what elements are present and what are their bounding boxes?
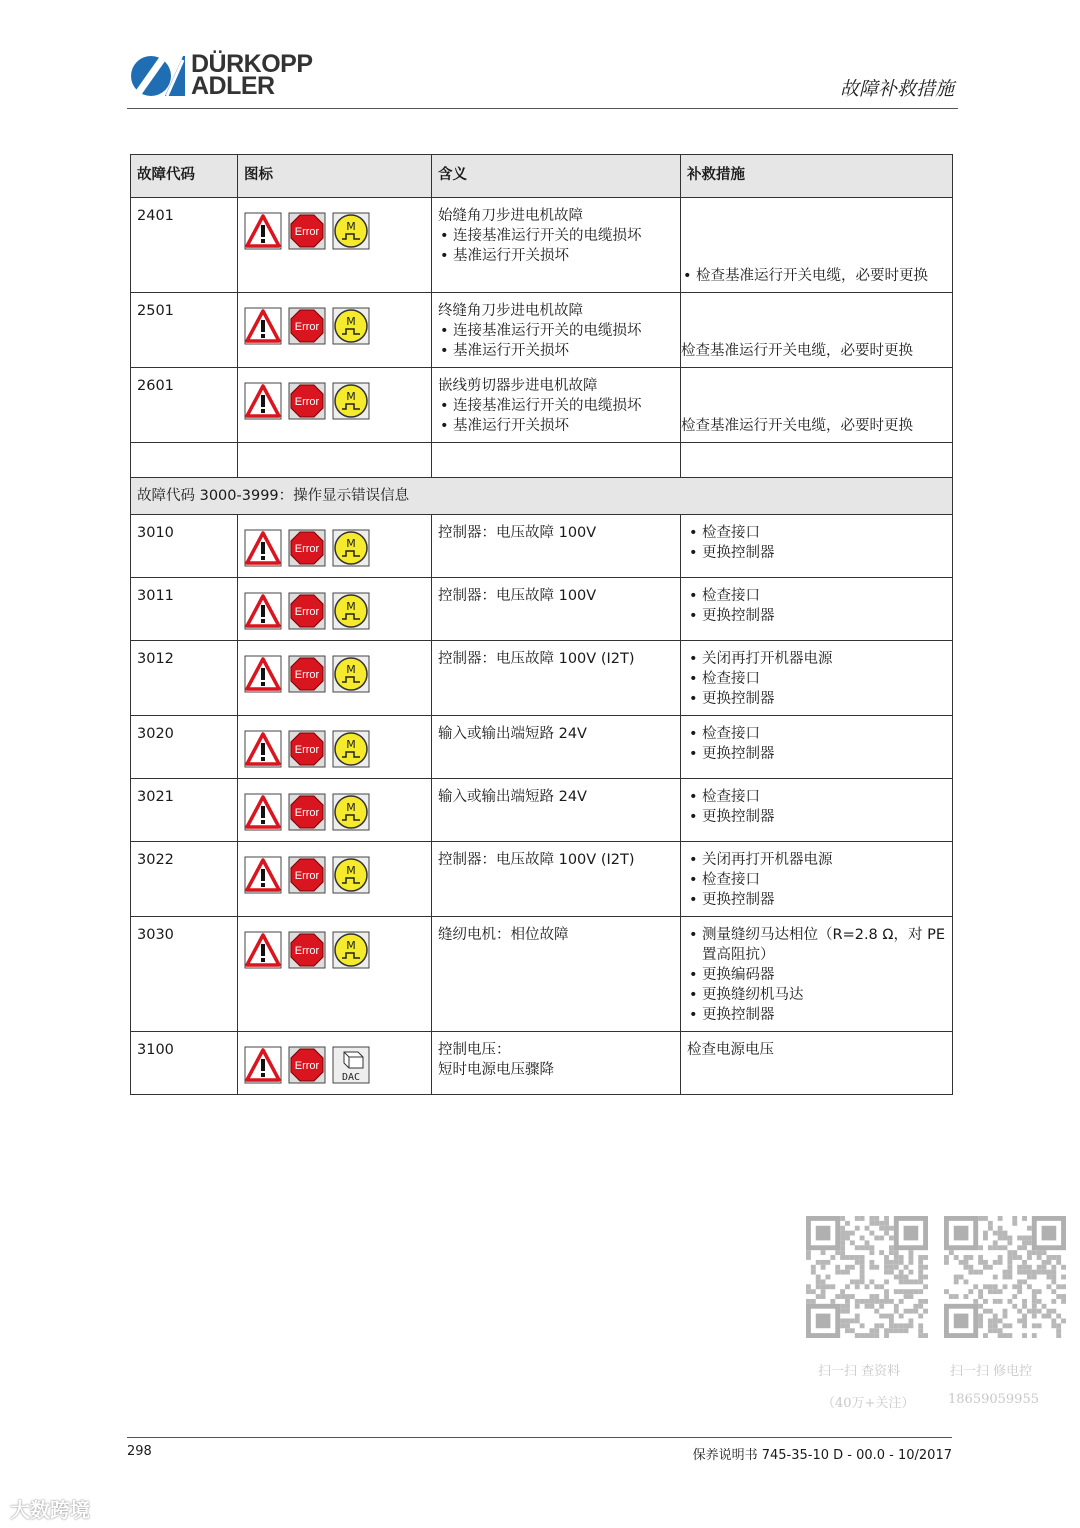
col-header-meaning: 含义 xyxy=(432,155,681,198)
fault-table xyxy=(130,154,953,1095)
warning-icon xyxy=(244,793,282,831)
motor-icon-label: M xyxy=(346,663,356,676)
motor-icon-label: M xyxy=(346,315,356,328)
meaning-cell xyxy=(432,198,681,293)
bullet-item: • 更换控制器 xyxy=(687,543,946,563)
bullet-item: • 更换控制器 xyxy=(687,1005,946,1025)
icon-group xyxy=(244,724,425,768)
error-stop-icon xyxy=(288,212,326,250)
bullet-item: • 连接基准运行开关的电缆损坏 xyxy=(438,396,674,416)
icons-cell xyxy=(238,1032,432,1095)
remedy-cell xyxy=(681,578,953,641)
remedy-cell xyxy=(681,917,953,1032)
col-header-icons: 图标 xyxy=(238,155,432,198)
empty-cell xyxy=(131,443,238,478)
fault-code: 3012 xyxy=(131,641,238,716)
bullet-item: • 连接基准运行开关的电缆损坏 xyxy=(438,226,674,246)
remedy-cell xyxy=(681,641,953,716)
error-icon-label: Error xyxy=(294,1060,320,1072)
icons-cell xyxy=(238,716,432,779)
document-reference: 保养说明书 745-35-10 D - 00.0 - 10/2017 xyxy=(692,1448,952,1463)
fault-code: 3030 xyxy=(131,917,238,1032)
bullet-item: • 检查接口 xyxy=(687,586,946,606)
icons-cell xyxy=(238,641,432,716)
icon-group xyxy=(244,523,425,567)
remedy-bottom xyxy=(681,416,946,436)
section-title: 故障代码 3000-3999：操作显示错误信息 xyxy=(131,478,953,515)
table-header-row xyxy=(131,155,953,198)
meaning-bullets xyxy=(438,321,674,361)
error-stop-icon xyxy=(288,592,326,630)
meaning-bullets xyxy=(438,396,674,436)
fault-code: 2501 xyxy=(131,293,238,368)
fault-code: 3100 xyxy=(131,1032,238,1095)
table-row xyxy=(131,198,953,293)
bullet-item: • 更换控制器 xyxy=(687,890,946,910)
error-icon-label: Error xyxy=(294,396,320,408)
fault-code: 2401 xyxy=(131,198,238,293)
meaning-cell: 控制器：电压故障 100V (I2T) xyxy=(432,842,681,917)
bullet-item: • 基准运行开关损坏 xyxy=(438,341,674,361)
bullet-item: • 测量缝纫马达相位（R=2.8 Ω，对 PE 置高阻抗） xyxy=(687,925,946,965)
error-icon-label: Error xyxy=(294,807,320,819)
remedy-bullets xyxy=(687,925,946,1025)
remedy-cell xyxy=(681,842,953,917)
table-row xyxy=(131,368,953,443)
icon-group xyxy=(244,787,425,831)
table-row xyxy=(131,779,953,842)
meaning-title: 终缝角刀步进电机故障 xyxy=(438,303,583,319)
remedy-bullets xyxy=(687,649,946,709)
watermark xyxy=(10,1494,90,1523)
motor-icon-label: M xyxy=(346,738,356,751)
table-row xyxy=(131,578,953,641)
meaning-cell: 输入或输出端短路 24V xyxy=(432,716,681,779)
dac-icon xyxy=(332,1046,370,1084)
remedy-bullets xyxy=(687,586,946,626)
warning-icon xyxy=(244,730,282,768)
icons-cell xyxy=(238,917,432,1032)
motor-icon xyxy=(332,212,370,250)
motor-icon-label: M xyxy=(346,537,356,550)
remedy-bullets xyxy=(687,850,946,910)
bullet-item: • 检查接口 xyxy=(687,787,946,807)
motor-icon-label: M xyxy=(346,939,356,952)
meaning-bullets xyxy=(438,226,674,266)
icon-group xyxy=(244,206,425,250)
page-footer xyxy=(127,1437,952,1463)
error-icon-label: Error xyxy=(294,669,320,681)
error-stop-icon xyxy=(288,655,326,693)
motor-icon-label: M xyxy=(346,220,356,233)
motor-icon-label: M xyxy=(346,801,356,814)
fault-code: 3020 xyxy=(131,716,238,779)
bullet-item: • 更换控制器 xyxy=(687,807,946,827)
warning-icon xyxy=(244,307,282,345)
remedy-cell xyxy=(681,716,953,779)
meaning-title: 嵌线剪切器步进电机故障 xyxy=(438,378,598,394)
col-header-remedy: 补救措施 xyxy=(681,155,953,198)
bullet-item: • 检查接口 xyxy=(687,523,946,543)
motor-icon xyxy=(332,592,370,630)
remedy-cell xyxy=(681,368,953,443)
fault-code: 3010 xyxy=(131,515,238,578)
warning-icon xyxy=(244,1046,282,1084)
meaning-cell xyxy=(432,293,681,368)
icon-group xyxy=(244,301,425,345)
motor-icon xyxy=(332,307,370,345)
meaning-cell: 控制器：电压故障 100V xyxy=(432,578,681,641)
remedy-cell xyxy=(681,198,953,293)
icons-cell xyxy=(238,779,432,842)
brand-line1: DÜRKOPP xyxy=(191,50,313,78)
table-row xyxy=(131,641,953,716)
remedy-cell xyxy=(681,779,953,842)
remedy-bottom xyxy=(681,341,946,361)
warning-icon xyxy=(244,931,282,969)
meaning-cell: 控制器：电压故障 100V (I2T) xyxy=(432,641,681,716)
watermark-text: 大数跨境 xyxy=(10,1498,90,1522)
remedy-bottom xyxy=(681,266,946,286)
motor-icon xyxy=(332,856,370,894)
motor-icon xyxy=(332,529,370,567)
empty-cell xyxy=(432,443,681,478)
bullet-item: • 检查接口 xyxy=(687,724,946,744)
dac-icon-label: DAC xyxy=(341,1072,361,1083)
qr-caption-2b: 18659059955 xyxy=(948,1392,1039,1407)
error-icon-label: Error xyxy=(294,321,320,333)
meaning-line: 控制电压： xyxy=(438,1042,511,1058)
bullet-item: • 检查基准运行开关电缆，必要时更换 xyxy=(681,266,946,286)
error-stop-icon xyxy=(288,730,326,768)
motor-icon-label: M xyxy=(346,600,356,613)
meaning-line: 短时电源电压骤降 xyxy=(438,1062,554,1078)
meaning-cell: 控制器：电压故障 100V xyxy=(432,515,681,578)
motor-icon xyxy=(332,730,370,768)
remedy-bullets xyxy=(687,724,946,764)
page-number: 298 xyxy=(127,1444,152,1459)
table-row xyxy=(131,842,953,917)
icon-group xyxy=(244,850,425,894)
empty-row xyxy=(131,443,953,478)
bullet-item: • 关闭再打开机器电源 xyxy=(687,649,946,669)
icons-cell xyxy=(238,842,432,917)
icons-cell xyxy=(238,293,432,368)
qr-caption-1: 扫一扫 查资料 xyxy=(818,1364,901,1379)
error-icon-label: Error xyxy=(294,744,320,756)
table-row xyxy=(131,716,953,779)
remedy-bullets xyxy=(687,523,946,563)
error-icon-label: Error xyxy=(294,606,320,618)
bullet-item: • 更换编码器 xyxy=(687,965,946,985)
error-stop-icon xyxy=(288,382,326,420)
icons-cell xyxy=(238,578,432,641)
remedy-cell xyxy=(681,515,953,578)
icon-group xyxy=(244,586,425,630)
meaning-cell: 缝纫电机：相位故障 xyxy=(432,917,681,1032)
section-header-row xyxy=(131,478,953,515)
remedy-bullets xyxy=(681,266,946,286)
warning-icon xyxy=(244,212,282,250)
page-header xyxy=(127,50,958,109)
brand-line2: ADLER xyxy=(191,72,275,100)
error-stop-icon xyxy=(288,307,326,345)
error-icon-label: Error xyxy=(294,543,320,555)
meaning-cell xyxy=(432,1032,681,1095)
bullet-item: • 更换控制器 xyxy=(687,744,946,764)
fault-code: 3011 xyxy=(131,578,238,641)
error-icon-label: Error xyxy=(294,870,320,882)
bullet-item: • 关闭再打开机器电源 xyxy=(687,850,946,870)
error-icon-label: Error xyxy=(294,945,320,957)
remedy-cell: 检查电源电压 xyxy=(681,1032,953,1095)
remedy-cell xyxy=(681,293,953,368)
bullet-item: • 基准运行开关损坏 xyxy=(438,416,674,436)
page-title: 故障补救措施 xyxy=(839,78,954,100)
empty-cell xyxy=(681,443,953,478)
table-row xyxy=(131,293,953,368)
icon-group xyxy=(244,925,425,969)
bullet-item: • 基准运行开关损坏 xyxy=(438,246,674,266)
bullet-item: • 更换控制器 xyxy=(687,606,946,626)
motor-icon-label: M xyxy=(346,390,356,403)
meaning-cell xyxy=(432,368,681,443)
error-icon-label: Error xyxy=(294,226,320,238)
error-stop-icon xyxy=(288,793,326,831)
icon-group xyxy=(244,376,425,420)
empty-cell xyxy=(238,443,432,478)
error-stop-icon xyxy=(288,931,326,969)
fault-code: 3021 xyxy=(131,779,238,842)
meaning-cell: 输入或输出端短路 24V xyxy=(432,779,681,842)
warning-icon xyxy=(244,592,282,630)
motor-icon xyxy=(332,655,370,693)
qr-code-image xyxy=(806,1216,928,1338)
bullet-item: • 检查接口 xyxy=(687,669,946,689)
icon-group xyxy=(244,1040,425,1084)
bullet-item: • 更换缝纫机马达 xyxy=(687,985,946,1005)
motor-icon xyxy=(332,382,370,420)
warning-icon xyxy=(244,382,282,420)
remedy-text: 检查基准运行开关电缆，必要时更换 xyxy=(681,343,913,359)
bullet-item: • 连接基准运行开关的电缆损坏 xyxy=(438,321,674,341)
table-row xyxy=(131,515,953,578)
motor-icon xyxy=(332,931,370,969)
error-stop-icon xyxy=(288,1046,326,1084)
error-stop-icon xyxy=(288,529,326,567)
remedy-text: 检查基准运行开关电缆，必要时更换 xyxy=(681,418,913,434)
remedy-bullets xyxy=(687,787,946,827)
brand-logo-icon xyxy=(127,52,185,98)
col-header-code: 故障代码 xyxy=(131,155,238,198)
icons-cell xyxy=(238,368,432,443)
icons-cell xyxy=(238,515,432,578)
warning-icon xyxy=(244,529,282,567)
icons-cell xyxy=(238,198,432,293)
error-stop-icon xyxy=(288,856,326,894)
qr-code-image xyxy=(944,1216,1066,1338)
motor-icon xyxy=(332,793,370,831)
qr-caption-1b: （40万+关注） xyxy=(822,1396,915,1411)
fault-code: 2601 xyxy=(131,368,238,443)
table-row xyxy=(131,1032,953,1095)
motor-icon-label: M xyxy=(346,864,356,877)
fault-code: 3022 xyxy=(131,842,238,917)
icon-group xyxy=(244,649,425,693)
meaning-title: 始缝角刀步进电机故障 xyxy=(438,208,583,224)
table-row xyxy=(131,917,953,1032)
bullet-item: • 更换控制器 xyxy=(687,689,946,709)
warning-icon xyxy=(244,655,282,693)
warning-icon xyxy=(244,856,282,894)
logo xyxy=(127,50,313,100)
bullet-item: • 检查接口 xyxy=(687,870,946,890)
qr-caption-2: 扫一扫 修电控 xyxy=(950,1364,1033,1379)
